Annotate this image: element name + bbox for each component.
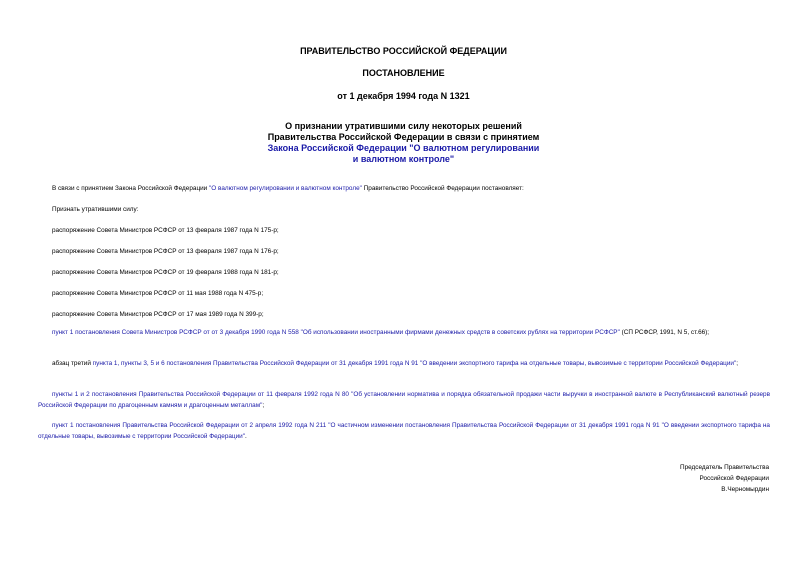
resolution-item-3: [38, 389, 770, 411]
subject-line-2: Правительства Российской Федерации в связи с принятием: [267, 132, 540, 142]
order-item-5: распоряжение Совета Министров РСФСР от 17 мая 1989 года N 399-р;: [52, 311, 264, 318]
resolution-1-tail: (СП РСФСР, 1991, N 5, ст.66);: [619, 329, 710, 336]
order-item-1: распоряжение Совета Министров РСФСР от 13 февраля 1987 года N 175-р;: [52, 227, 279, 234]
resolution-item-1: [38, 327, 770, 338]
recognize-paragraph: Признать утратившими силу:: [52, 206, 139, 213]
signature-organization: Российской Федерации: [699, 475, 769, 482]
intro-text: В связи с принятием Закона Российской Федерации: [52, 185, 210, 192]
document-date-number: от 1 декабря 1994 года N 1321: [337, 91, 470, 101]
subject-law-link[interactable]: Закона Российской Федерации "О валютном регулировании: [267, 143, 540, 153]
document-subject: [0, 121, 807, 165]
signature-name: В.Черномырдин: [721, 486, 769, 493]
document-type: ПОСТАНОВЛЕНИЕ: [362, 68, 445, 78]
government-title: ПРАВИТЕЛЬСТВО РОССИЙСКОЙ ФЕДЕРАЦИИ: [300, 46, 507, 56]
resolution-4-tail: .: [245, 433, 247, 440]
resolution-2-link[interactable]: пункта 1, пункты 3, 5 и 6 постановления Правительства Российской Федерации от 31 декабря 1991 года N 91 "О введении экспортного тарифа на отдельные товары, вывозимые с территории Российской Федерации": [92, 360, 737, 367]
resolution-item-4: [38, 420, 770, 442]
subject-law-link-cont[interactable]: и валютном контроле": [352, 154, 455, 164]
order-item-3: распоряжение Совета Министров РСФСР от 19 февраля 1988 года N 181-р;: [52, 269, 279, 276]
resolution-3-link[interactable]: пункты 1 и 2 постановления Правительства Российской Федерации от 11 февраля 1992 года N 80 "Об установлении норматива и порядка обязательной продажи части выручки в иностранной валюте в Республиканский валютный резерв Российской Федерации по драгоценным камням и драгоценным металлам": [38, 391, 770, 409]
resolution-item-2: [38, 358, 770, 369]
signature-block: [680, 462, 769, 495]
subject-line-1: О признании утратившими силу некоторых решений: [285, 121, 522, 131]
intro-paragraph: [38, 183, 770, 194]
resolution-3-tail: ;: [262, 402, 265, 409]
resolution-2-tail: ;: [736, 360, 739, 367]
resolution-1-link[interactable]: пункт 1 постановления Совета Министров РСФСР от от 3 декабря 1990 года N 558 "Об использовании иностранными фирмами денежных средств в советских рублях на территории РСФСР": [52, 329, 620, 336]
law-link[interactable]: "О валютном регулировании и валютном контроле": [209, 185, 362, 192]
order-item-2: распоряжение Совета Министров РСФСР от 13 февраля 1987 года N 176-р;: [52, 248, 279, 255]
intro-text-end: Правительство Российской Федерации постановляет:: [361, 185, 524, 192]
signature-position: Председатель Правительства: [680, 464, 769, 471]
resolution-2-head: абзац третий: [52, 360, 93, 367]
resolution-4-link[interactable]: пункт 1 постановления Правительства Российской Федерации от 2 апреля 1992 года N 211 "О частичном изменении постановления Правительства Российской Федерации от 31 декабря 1991 года N 91 "О введении экспортного тарифа на отдельные товары, вывозимые с территории Российской Федерации": [38, 422, 770, 440]
order-item-4: распоряжение Совета Министров РСФСР от 11 мая 1988 года N 475-р;: [52, 290, 264, 297]
